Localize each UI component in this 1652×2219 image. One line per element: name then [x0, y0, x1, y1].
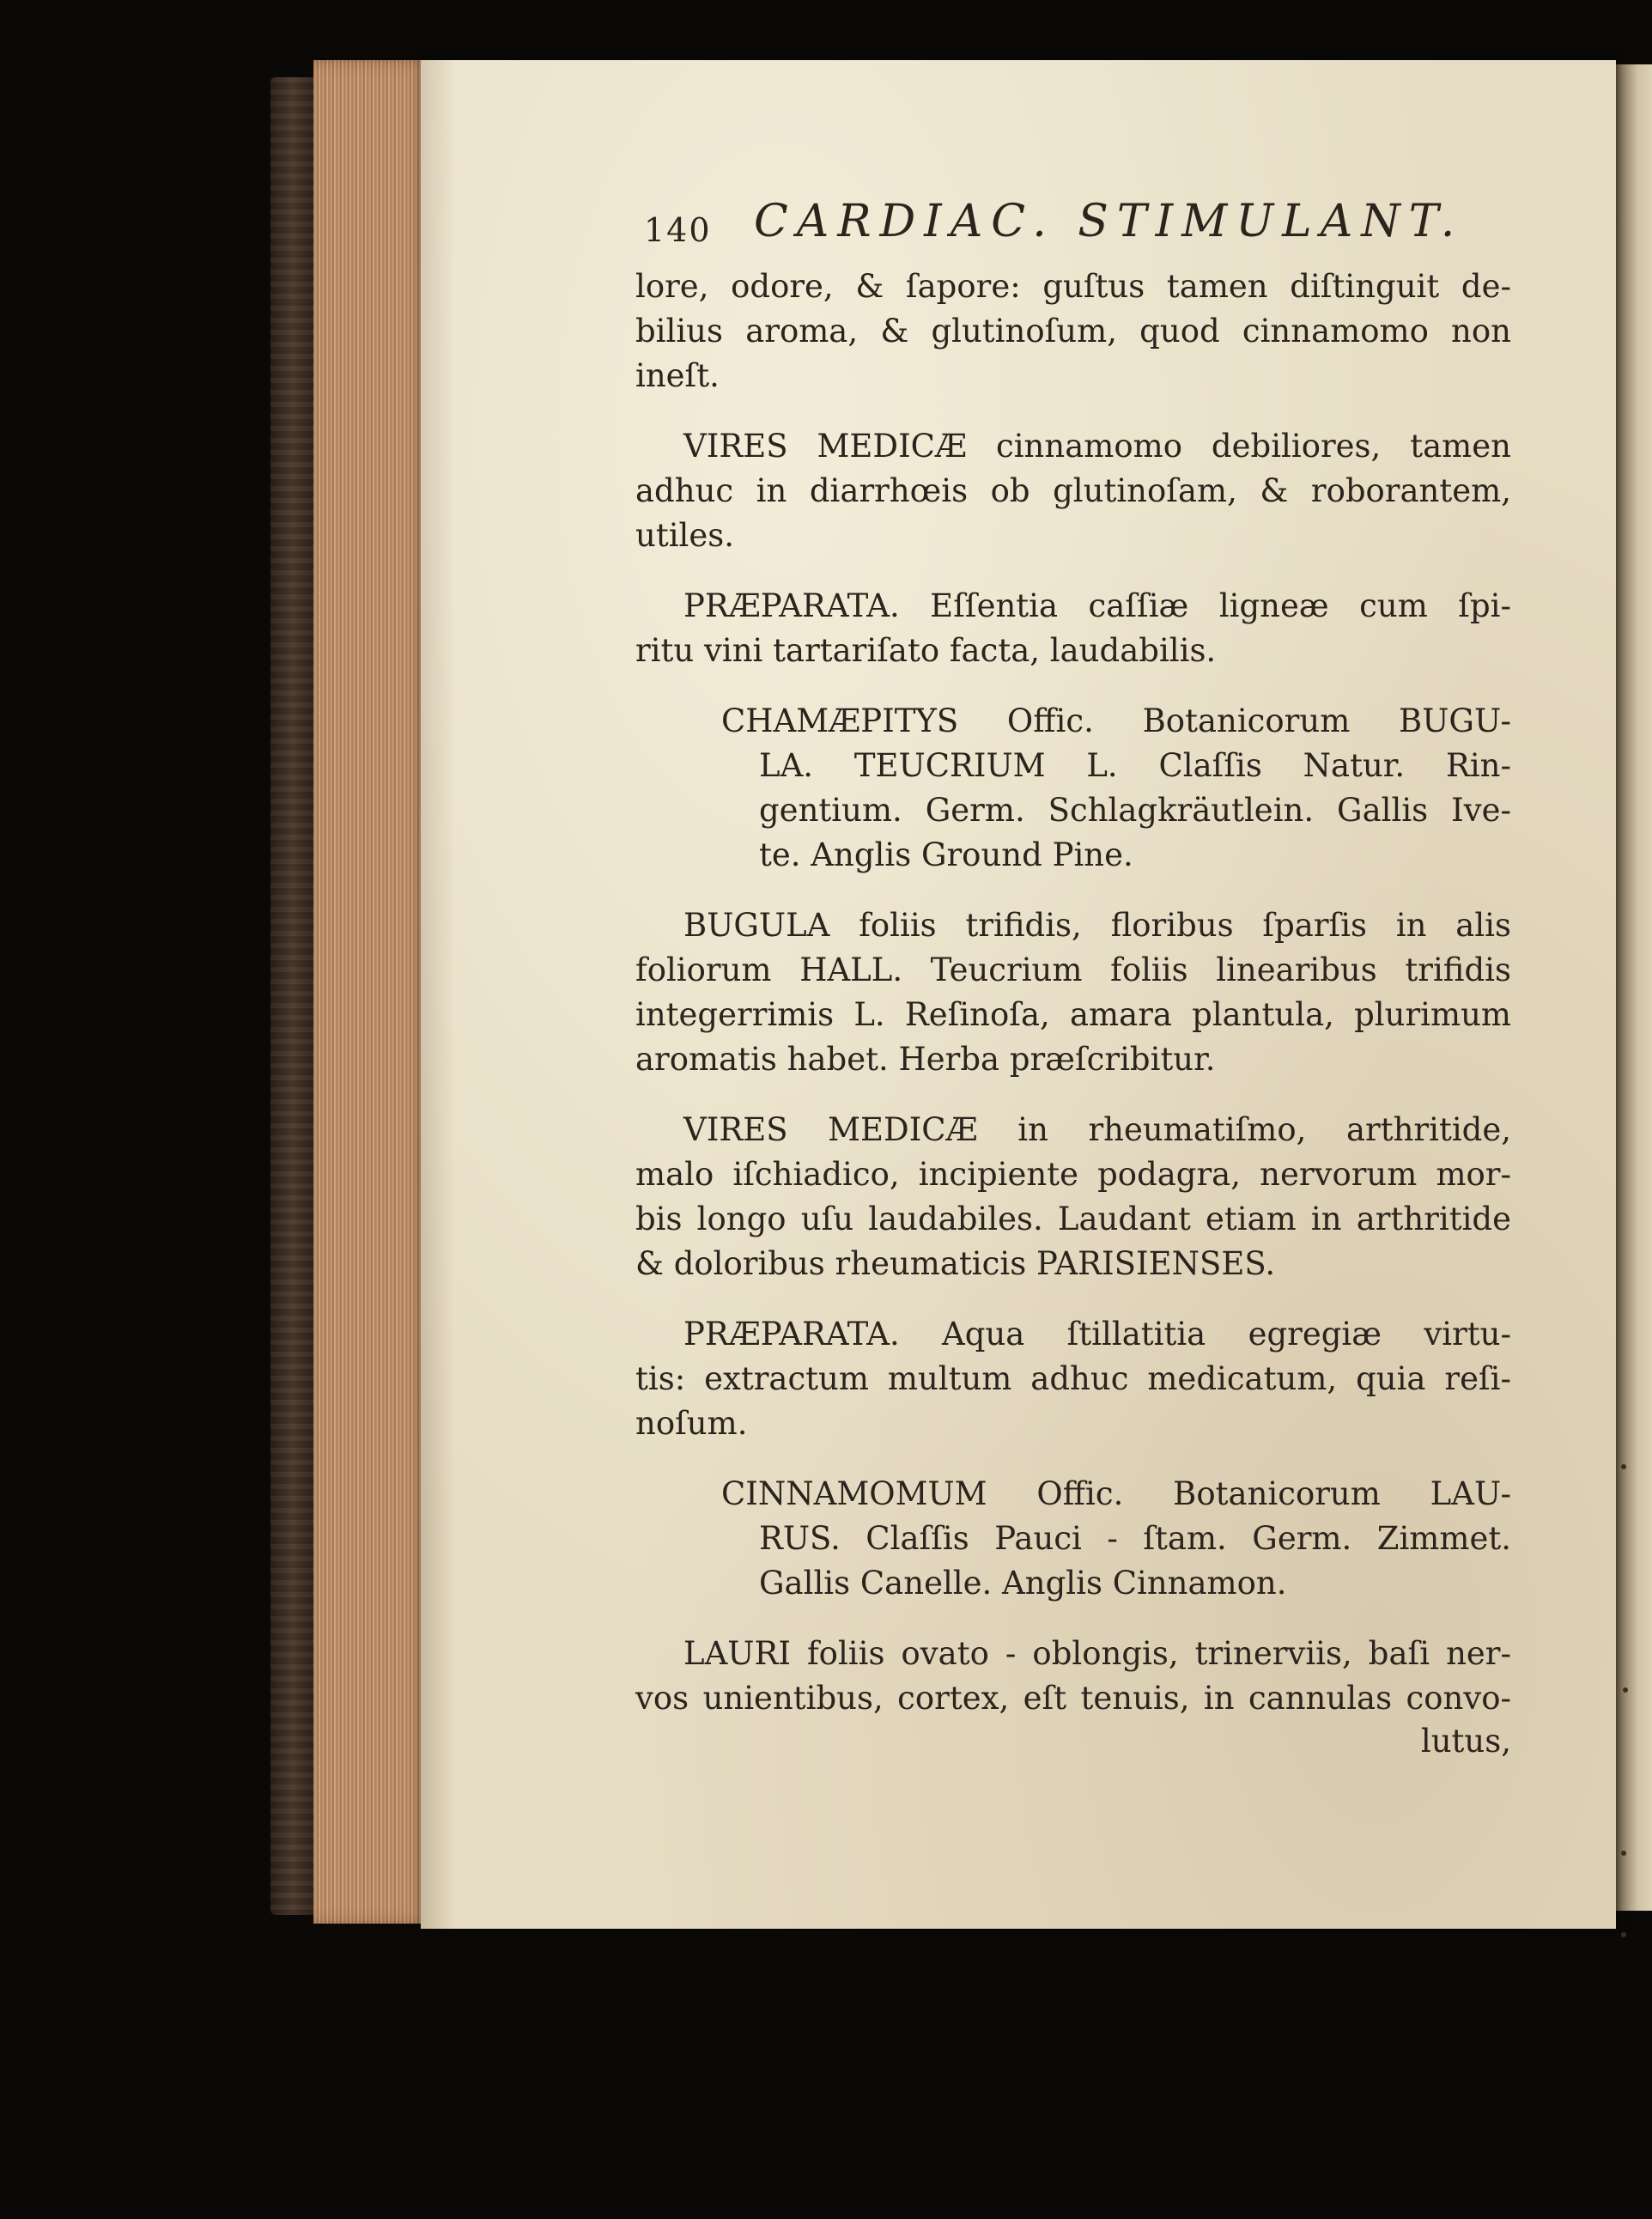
text-line: noſum.: [635, 1405, 748, 1442]
paragraph-vires-medicae-2: [635, 1108, 1511, 1286]
text-line: LAURI foliis ovato - oblongis, trinerviis, baſi ner-: [683, 1635, 1511, 1672]
text-line: Gallis Canelle. Anglis Cinnamon.: [759, 1565, 1287, 1602]
entry-chamaepitys: [721, 699, 1511, 878]
paragraph-bugula: [635, 903, 1511, 1082]
paragraph-praeparata-2: [635, 1312, 1511, 1446]
page-header: [635, 196, 1511, 264]
catchword: lutus,: [1420, 1723, 1511, 1760]
text-line: bilius aroma, & glutinoſum, quod cinnamomo non: [635, 313, 1511, 350]
book-cover-edge: [270, 77, 315, 1915]
text-line: BUGULA foliis trifidis, floribus ſparſis in alis: [683, 907, 1511, 944]
text-line: ineſt.: [635, 357, 720, 394]
text-line: malo iſchiadico, incipiente podagra, nervorum mor-: [635, 1156, 1511, 1193]
text-line: aromatis habet. Herba præſcribitur.: [635, 1041, 1216, 1078]
text-line: LA. TEUCRIUM L. Claſſis Natur. Rin-: [759, 747, 1511, 784]
text-line: CHAMÆPITYS Offic. Botanicorum BUGU-: [721, 702, 1511, 739]
text-line: bis longo uſu laudabiles. Laudant etiam in arthritide: [635, 1201, 1511, 1237]
text-line: gentium. Germ. Schlagkräutlein. Gallis Ive-: [759, 792, 1511, 829]
text-line: tis: extractum multum adhuc medicatum, quia reſi-: [635, 1360, 1511, 1397]
text-line: adhuc in diarrhœis ob glutinoſam, & roborantem,: [635, 472, 1511, 509]
text-line: & doloribus rheumaticis PARISIENSES.: [635, 1245, 1276, 1282]
page-number: 140: [644, 211, 712, 249]
text-line: utiles.: [635, 517, 735, 554]
page-text: [635, 196, 1511, 1764]
text-line: integerrimis L. Reſinoſa, amara plantula, plurimum: [635, 996, 1511, 1033]
text-line: foliorum HALL. Teucrium foliis linearibus trifidis: [635, 951, 1511, 988]
paragraph-description-end: [635, 264, 1511, 398]
page-edges: [313, 60, 429, 1924]
entry-cinnamomum: [721, 1472, 1511, 1606]
paragraph-lauri: [635, 1632, 1511, 1764]
text-line: VIRES MEDICÆ cinnamomo debiliores, tamen: [683, 428, 1511, 465]
text-line: vos unientibus, cortex, eſt tenuis, in cannulas convo-: [635, 1680, 1511, 1717]
text-line: te. Anglis Ground Pine.: [759, 836, 1133, 873]
text-line: PRÆPARATA. Eſſentia caſſiæ ligneæ cum ſpi-: [683, 587, 1511, 624]
paragraph-praeparata: [635, 584, 1511, 673]
text-line: VIRES MEDICÆ in rheumatiſmo, arthritide,: [683, 1111, 1511, 1148]
facing-page-edge: [1616, 64, 1652, 1911]
text-line: lore, odore, & ſapore: guſtus tamen diſtinguit de-: [635, 268, 1511, 305]
paragraph-vires-medicae: [635, 424, 1511, 558]
text-line: PRÆPARATA. Aqua ſtillatitia egregiæ virtu-: [683, 1316, 1511, 1353]
text-line: CINNAMOMUM Offic. Botanicorum LAU-: [721, 1475, 1511, 1512]
text-line: RUS. Claſſis Pauci - ſtam. Germ. Zimmet.: [759, 1520, 1511, 1557]
text-line: ritu vini tartariſato facta, laudabilis.: [635, 632, 1217, 669]
running-title: CARDIAC. STIMULANT.: [754, 196, 1464, 247]
